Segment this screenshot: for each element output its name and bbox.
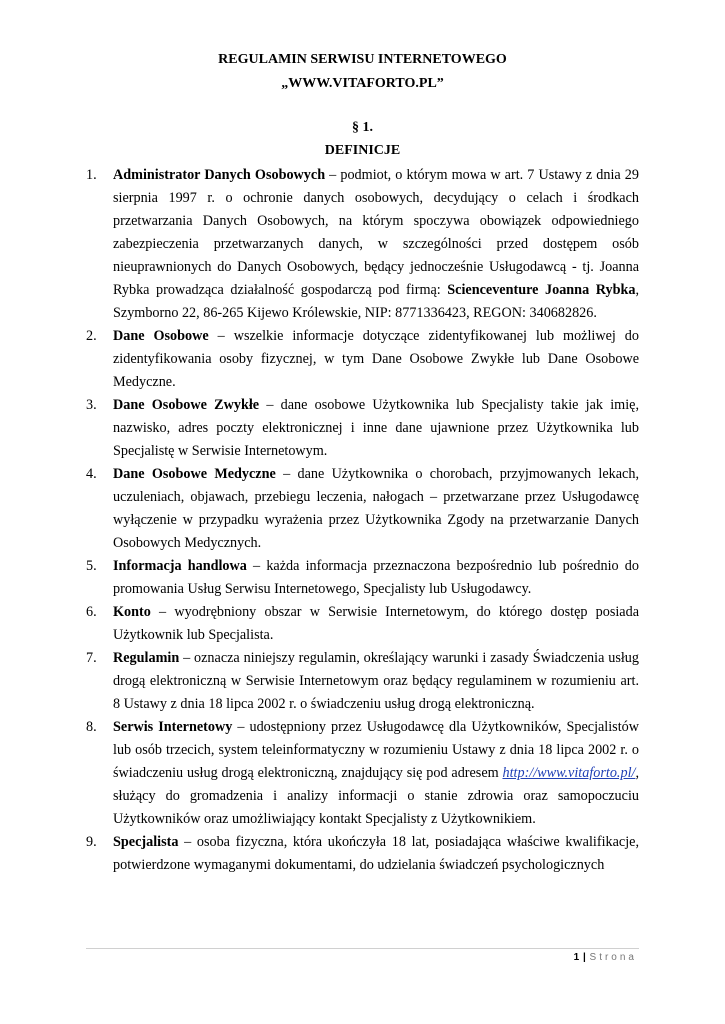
page-footer — [574, 952, 637, 963]
definition-text: – udostępniony przez Usługodawcę dla Użytkowników, Specjalistów lub osób trzecich, system teleinformatyczny w rozumieniu Ustawy z dnia 18 lipca 2002 r. o świadczeniu usług drogą elektroniczną, znajdujący się pod adresem — [113, 719, 639, 781]
document-title: REGULAMIN SERWISU INTERNETOWEGO — [218, 52, 507, 67]
footer-separator: | — [582, 952, 587, 963]
definition-term: Regulamin — [113, 650, 180, 666]
item-number: 8. — [86, 719, 97, 735]
definition-text: – wyodrębniony obszar w Serwisie Internetowym, do którego dostęp posiada Użytkownik lub Specjalista. — [113, 604, 639, 643]
definition-item — [86, 164, 639, 325]
item-number: 3. — [86, 397, 97, 413]
definition-term: Administrator Danych Osobowych — [113, 167, 326, 183]
page-label: Strona — [589, 952, 637, 963]
definitions-list — [86, 164, 639, 877]
definition-item — [86, 716, 639, 831]
definition-item — [86, 555, 639, 601]
page-number: 1 — [573, 952, 580, 963]
definition-item — [86, 463, 639, 555]
definition-text-tail: , służący do gromadzenia i analizy informacji o stanie zdrowia oraz samopoczuciu Użytkowników oraz umożliwiający kontakt Specjalisty z Użytkownikiem. — [113, 765, 639, 827]
company-name: Scienceventure Joanna Rybka — [447, 282, 636, 298]
definition-item — [86, 325, 639, 394]
definition-text: – dane Użytkownika o chorobach, przyjmowanych lekach, uczuleniach, objawach, przebiegu leczenia, nałogach – przetwarzane przez Usługodawcę wyłączenie w przypadku wyrażenia przez Użytkownika Zgody na przetwarzanie Danych Osobowych Medycznych. — [113, 466, 639, 551]
definition-text: – podmiot, o którym mowa w art. 7 Ustawy z dnia 29 sierpnia 1997 r. o ochronie danych osobowych, decydujący o celach i środkach przetwarzania Danych Osobowych, na którym spoczywa obowiązek odpowiedniego zabezpieczenia przetwarzanych danych, w szczególności przed dostępem osób nieuprawnionych do Danych Osobowych, będący jednocześnie Usługodawcą - tj. Joanna Rybka prowadząca działalność gospodarczą pod firmą: — [113, 167, 639, 298]
definition-item — [86, 394, 639, 463]
document-subtitle: „WWW.VITAFORTO.PL” — [281, 76, 444, 91]
definition-text: – każda informacja przeznaczona bezpośrednio lub pośrednio do promowania Usług Serwisu Internetowego, Specjalisty lub Usługodawcy. — [113, 558, 639, 597]
item-number: 7. — [86, 650, 97, 666]
item-number: 6. — [86, 604, 97, 620]
definition-text: – oznacza niniejszy regulamin, określający warunki i zasady Świadczenia usług drogą elektroniczną w Serwisie Internetowym oraz będący regulaminem w rozumieniu art. 8 Ustawy z dnia 18 lipca 2002 r. o świadczeniu usług drogą elektroniczną. — [113, 650, 639, 712]
website-link[interactable]: http://www.vitaforto.pl/ — [502, 765, 636, 781]
definition-text: – osoba fizyczna, która ukończyła 18 lat, posiadająca właściwe kwalifikacje, potwierdzone wymaganymi dokumentami, do udzielania świadczeń psychologicznych — [113, 834, 639, 873]
item-number: 2. — [86, 328, 97, 344]
definition-text: – dane osobowe Użytkownika lub Specjalisty takie jak imię, nazwisko, adres poczty elektronicznej i inne dane ujawnione przez Użytkownika lub Specjalistę w Serwisie Internetowym. — [113, 397, 639, 459]
section-number: § 1. — [352, 120, 373, 135]
section-title: DEFINICJE — [324, 143, 401, 158]
definition-term: Dane Osobowe Zwykłe — [113, 397, 260, 413]
definition-item — [86, 601, 639, 647]
definition-item — [86, 647, 639, 716]
definition-item — [86, 831, 639, 877]
item-number: 9. — [86, 834, 97, 850]
definition-term: Informacja handlowa — [113, 558, 247, 574]
definition-term: Konto — [113, 604, 151, 620]
definition-text-tail: , Szymborno 22, 86-265 Kijewo Królewskie, NIP: 8771336423, REGON: 340682826. — [113, 282, 639, 321]
definition-term: Specjalista — [113, 834, 179, 850]
definition-term: Dane Osobowe Medyczne — [113, 466, 276, 482]
definition-text: – wszelkie informacje dotyczące zidentyfikowanej lub możliwej do zidentyfikowania osoby fizycznej, w tym Dane Osobowe Zwykłe lub Dane Osobowe Medyczne. — [113, 328, 639, 390]
footer-divider — [86, 948, 639, 949]
item-number: 1. — [86, 167, 97, 183]
item-number: 5. — [86, 558, 97, 574]
definition-term: Dane Osobowe — [113, 328, 209, 344]
definition-term: Serwis Internetowy — [113, 719, 233, 735]
item-number: 4. — [86, 466, 97, 482]
